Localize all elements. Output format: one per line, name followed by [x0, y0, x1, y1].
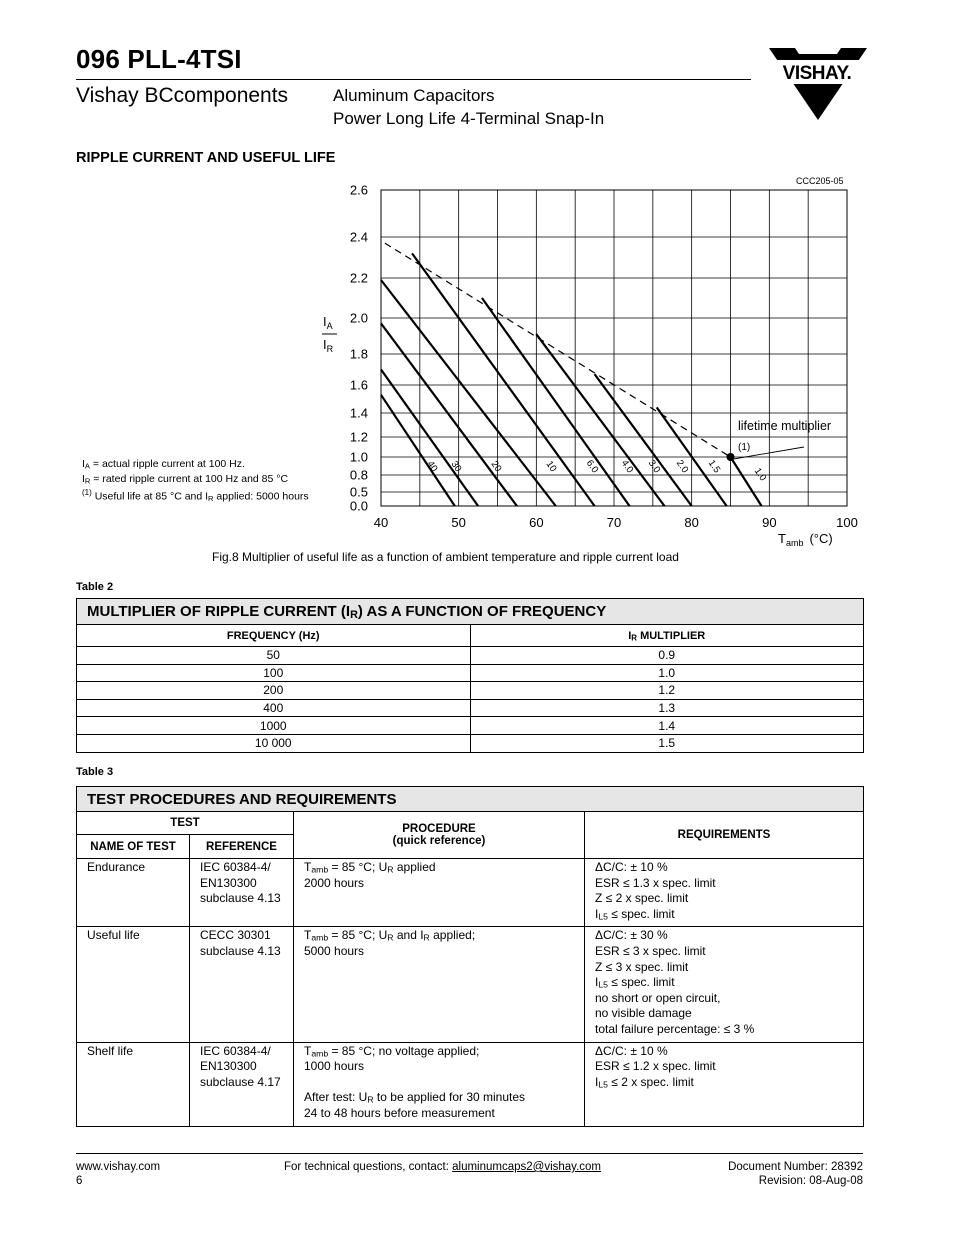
- table-row: [77, 927, 864, 1042]
- series-line-6-0: [412, 253, 595, 506]
- requirements-cell-line: ΔC/C: ± 10 %: [595, 1043, 668, 1058]
- reference-cell-line: EN130300: [200, 875, 257, 890]
- y-tick-label: 1.8: [349, 346, 368, 362]
- requirements-cell: [585, 1042, 864, 1126]
- footer-contact-email[interactable]: aluminumcaps2@vishay.com: [452, 1161, 602, 1173]
- series-label: 1.5: [705, 457, 723, 476]
- y-tick-label: 1.0: [349, 449, 368, 465]
- reference-cell-line: subclause 4.17: [200, 1074, 281, 1089]
- multiplier-cell: 1.2: [470, 682, 864, 700]
- y-tick-label: 2.2: [349, 270, 368, 286]
- table2-col-multiplier: [470, 625, 864, 647]
- note-useful-prefix: Useful life at 85 °C and I: [94, 490, 209, 503]
- table-row: [77, 859, 864, 927]
- series-line-40: [381, 395, 455, 506]
- frequency-cell: 50: [77, 647, 471, 665]
- series-label: 1.0: [751, 465, 769, 484]
- y-tick-label: 2.4: [349, 229, 368, 245]
- x-tick-label: 40: [373, 515, 389, 530]
- frequency-cell: 400: [77, 699, 471, 717]
- table3-label: Table 3: [76, 766, 114, 778]
- chart-grid: [381, 190, 847, 506]
- figure-caption: Fig.8 Multiplier of useful life as a function of ambient temperature and ripple current load: [212, 550, 679, 564]
- x-tick-label: 50: [451, 515, 466, 530]
- procedure-cell: [294, 1042, 585, 1126]
- annotation-lifetime-multiplier: lifetime multiplier: [738, 419, 832, 433]
- head-procedure-line1: PROCEDURE: [402, 823, 476, 835]
- series-line-10: [381, 280, 556, 506]
- col-multiplier-rest: MULTIPLIER: [637, 629, 706, 642]
- requirements-cell-line: ESR ≤ 1.3 x spec. limit: [595, 875, 716, 890]
- footer-contact: [284, 1160, 601, 1174]
- footer-left: [76, 1160, 160, 1188]
- y-tick-label: 0.5: [349, 484, 368, 500]
- requirements-cell-line: no short or open circuit,: [595, 990, 721, 1005]
- y-tick-label: 2.6: [349, 182, 368, 198]
- table2-col-frequency: FREQUENCY (Hz): [77, 625, 471, 647]
- table2-title-pre: MULTIPLIER OF RIPPLE CURRENT (I: [87, 603, 351, 620]
- table2-title-sub: R: [350, 609, 358, 622]
- footer-rule: [76, 1153, 863, 1154]
- multiplier-cell: 0.9: [470, 647, 864, 665]
- table3-head-reference: REFERENCE: [190, 835, 294, 859]
- series-label: 6.0: [583, 457, 601, 476]
- series-label: 40: [424, 459, 440, 475]
- footer-right: [728, 1160, 863, 1188]
- table2-label: Table 2: [76, 581, 114, 593]
- multiplier-cell: 1.5: [470, 734, 864, 752]
- x-axis-label: $T_{amb}$ (°C): [778, 531, 833, 548]
- reference-cell: [190, 1042, 294, 1126]
- subtitle-line-2: Power Long Life 4-Terminal Snap-In: [333, 109, 605, 128]
- procedure-cell-line: 5000 hours: [304, 943, 365, 958]
- col-multiplier-sub: R: [631, 633, 638, 643]
- y-axis-label-top: $I_A$: [323, 314, 333, 331]
- test-name-cell: Endurance: [77, 859, 190, 927]
- note-ir: $I_R$ = rated ripple current at 100 Hz and 85 °C: [82, 472, 289, 485]
- requirements-cell-line: $I_{L5}$ ≤ spec. limit: [595, 975, 675, 990]
- requirements-cell-line: ΔC/C: ± 30 %: [595, 928, 668, 943]
- col-multiplier-i: I: [628, 629, 632, 642]
- multiplier-cell: 1.4: [470, 717, 864, 735]
- x-axis-label-unit: (°C): [809, 531, 833, 546]
- reference-cell: [190, 859, 294, 927]
- y-tick-label: 1.2: [349, 429, 368, 445]
- x-tick-label: 90: [762, 515, 777, 530]
- series-line-3-0: [536, 334, 664, 506]
- boundary-dashed-line: [385, 243, 731, 457]
- requirements-cell-line: Z ≤ 3 x spec. limit: [595, 959, 689, 974]
- annotation-footnote-ref: (1): [738, 442, 751, 453]
- reference-cell-line: IEC 60384-4/: [200, 1043, 271, 1058]
- y-axis-label-top-sub: A: [326, 321, 333, 331]
- y-tick-label: 0.0: [349, 498, 368, 514]
- procedure-cell-line: After test: $U_R$ to be applied for 30 minutes: [304, 1090, 526, 1106]
- requirements-cell: [585, 859, 864, 927]
- test-name-cell: Useful life: [77, 927, 190, 1042]
- procedure-cell-line: $T_{amb} = 85$ °C; $U_R$ and $I_R$ applied;: [304, 928, 476, 944]
- series-line-20: [381, 323, 517, 506]
- requirements-cell-line: ESR ≤ 1.2 x spec. limit: [595, 1059, 716, 1074]
- series-label: 30: [448, 459, 464, 475]
- x-tick-label: 60: [529, 515, 544, 530]
- procedure-cell-line: 2000 hours: [304, 875, 365, 890]
- reference-cell-line: subclause 4.13: [200, 891, 281, 906]
- requirements-cell-line: Z ≤ 2 x spec. limit: [595, 891, 689, 906]
- test-name-cell: Shelf life: [77, 1042, 190, 1126]
- series-line-1-0: [731, 457, 762, 506]
- table-row: [77, 647, 864, 665]
- y-axis-label-bottom: $I_R$: [323, 337, 334, 354]
- table3-title: TEST PROCEDURES AND REQUIREMENTS: [77, 787, 864, 812]
- requirements-cell: [585, 927, 864, 1042]
- requirements-cell-line: $I_{L5} \le 2$ x spec. limit: [595, 1074, 694, 1090]
- y-tick-label: 1.6: [349, 377, 368, 393]
- x-axis-label-sub: amb: [785, 538, 804, 548]
- x-tick-label: 80: [684, 515, 699, 530]
- note-ia-text: = actual ripple current at 100 Hz.: [92, 458, 245, 470]
- procedure-cell-line: $T_{amb} = 85$ °C; $U_R$ applied: [304, 860, 436, 875]
- table-row: [77, 682, 864, 700]
- footer-website[interactable]: www.vishay.com: [76, 1161, 161, 1173]
- x-tick-label: 100: [836, 515, 858, 530]
- frequency-multiplier-table: [76, 598, 864, 753]
- footer-contact-prefix: For technical questions, contact:: [284, 1161, 453, 1173]
- reference-cell: [190, 927, 294, 1042]
- lifetime-marker: [727, 453, 735, 461]
- note-ia: $I_A$ = actual ripple current at 100 Hz.: [82, 458, 245, 471]
- footer-document-number: Document Number: 28392: [728, 1161, 863, 1173]
- table2-title: [77, 599, 864, 625]
- y-tick-label: 1.4: [349, 405, 368, 421]
- company-name: Vishay BCcomponents: [76, 84, 289, 107]
- procedure-cell-line: 1000 hours: [304, 1059, 365, 1074]
- procedure-cell: [294, 859, 585, 927]
- head-procedure-line2: (quick reference): [392, 835, 486, 847]
- y-axis-label-bottom-sub: R: [326, 344, 334, 354]
- test-procedures-table: [76, 786, 864, 1127]
- procedure-cell-line: $T_{amb} = 85$ °C; no voltage applied;: [304, 1043, 480, 1059]
- multiplier-cell: 1.3: [470, 699, 864, 717]
- requirements-cell-line: total failure percentage: ≤ 3 %: [595, 1021, 755, 1036]
- x-tick-label: 70: [606, 515, 622, 530]
- frequency-cell: 200: [77, 682, 471, 700]
- procedure-cell-line: [304, 1075, 574, 1091]
- reference-cell-line: IEC 60384-4/: [200, 860, 271, 874]
- footer-revision: Revision: 08-Aug-08: [758, 1175, 863, 1187]
- footer-page-number: 6: [76, 1175, 83, 1187]
- procedure-cell-line: 24 to 48 hours before measurement: [304, 1105, 495, 1120]
- document-title: 096 PLL-4TSI: [76, 44, 242, 74]
- table-row: [77, 717, 864, 735]
- frequency-cell: 1000: [77, 717, 471, 735]
- note-useful-suffix: applied: 5000 hours: [216, 490, 309, 503]
- reference-cell-line: EN130300: [200, 1059, 257, 1074]
- y-tick-label: 2.0: [349, 310, 368, 326]
- series-label: 3.0: [645, 457, 663, 476]
- note-useful-life: $^{(1)}$ Useful life at 85 °C and $I_R$ applied: 5000 hours: [82, 488, 309, 503]
- multiplier-cell: 1.0: [470, 664, 864, 682]
- table3-head-requirements: REQUIREMENTS: [585, 812, 864, 859]
- requirements-cell-line: no visible damage: [595, 1006, 692, 1021]
- requirements-cell-line: ESR ≤ 3 x spec. limit: [595, 943, 706, 958]
- series-label: 4.0: [618, 457, 636, 476]
- table-row: [77, 664, 864, 682]
- table-row: [77, 734, 864, 752]
- figure-code: CCC205-05: [796, 176, 844, 186]
- section-heading: RIPPLE CURRENT AND USEFUL LIFE: [76, 150, 336, 166]
- table3-head-name: NAME OF TEST: [77, 835, 190, 859]
- frequency-cell: 10 000: [77, 734, 471, 752]
- note-ir-text: = rated ripple current at 100 Hz and 85 °C: [93, 472, 289, 485]
- series-label: 20: [488, 459, 504, 475]
- subtitle-line-1: Aluminum Capacitors: [333, 86, 495, 105]
- procedure-cell: [294, 927, 585, 1042]
- table-row: [77, 699, 864, 717]
- series-label: 10: [543, 459, 559, 475]
- series-label: 2.0: [673, 457, 691, 476]
- requirements-cell-line: $I_{L5}$ ≤ spec. limit: [595, 906, 675, 922]
- reference-cell-line: CECC 30301: [200, 928, 271, 943]
- series-line-2-0: [595, 374, 692, 506]
- legend-notes: [82, 457, 309, 504]
- reference-cell-line: subclause 4.13: [200, 943, 281, 958]
- table-row: [77, 1042, 864, 1126]
- table3-head-test: TEST: [77, 812, 294, 835]
- logo-text: VISHAY.: [782, 63, 852, 84]
- frequency-cell: 100: [77, 664, 471, 682]
- table3-head-procedure: [294, 812, 585, 859]
- requirements-cell-line: ΔC/C: ± 10 %: [595, 860, 668, 874]
- table2-title-post: ) AS A FUNCTION OF FREQUENCY: [357, 603, 607, 620]
- y-tick-label: 0.8: [349, 467, 368, 483]
